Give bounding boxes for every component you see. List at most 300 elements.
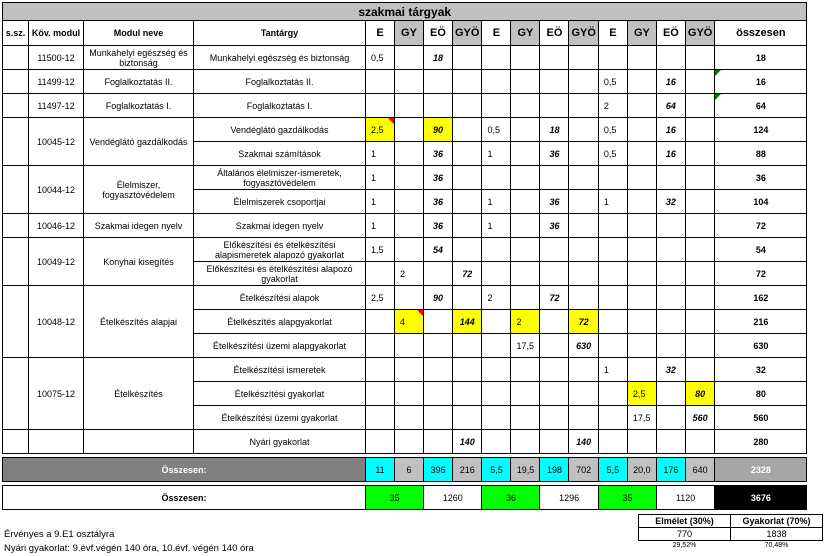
- hours-cell-y3-e: [598, 382, 627, 406]
- sum-cell-y1-e: 11: [366, 458, 395, 482]
- subject-name: Előkészítési és ételkészítési alapozó gyakorlat: [194, 262, 366, 286]
- hours-cell-y2-e: [482, 334, 511, 358]
- hours-cell-y3-e: [598, 214, 627, 238]
- hours-cell-y2-e: [482, 238, 511, 262]
- hours-cell-y2-gy: [511, 118, 540, 142]
- hours-cell-y1-eo: 90: [424, 286, 453, 310]
- ssz-cell: [3, 430, 29, 454]
- module-name: Vendéglátó gazdálkodás: [84, 118, 194, 166]
- hours-cell-y1-gy: [395, 190, 424, 214]
- header-ssz: s.sz.: [3, 21, 29, 46]
- hours-cell-y2-eo: [540, 238, 569, 262]
- hours-cell-y3-e: [598, 310, 627, 334]
- subject-name: Ételkészítés alapgyakorlat: [194, 310, 366, 334]
- hours-cell-y2-gy: [511, 94, 540, 118]
- table-row: [3, 94, 807, 118]
- hours-cell-y1-eo: [424, 94, 453, 118]
- sum-total: 2328: [715, 458, 807, 482]
- hours-cell-y1-gyo: 140: [453, 430, 482, 454]
- hours-cell-y1-gy: [395, 334, 424, 358]
- hours-cell-y3-gy: [627, 430, 656, 454]
- module-code: 10049-12: [29, 238, 84, 286]
- hours-cell-y2-e: 2: [482, 286, 511, 310]
- hours-cell-y1-gy: [395, 214, 424, 238]
- hours-cell-y2-gy: 17,5: [511, 334, 540, 358]
- header-gyo: GYÖ: [569, 21, 598, 46]
- table-row: [3, 70, 807, 94]
- hours-cell-y1-eo: 54: [424, 238, 453, 262]
- hours-cell-y1-eo: [424, 334, 453, 358]
- hours-cell-y2-e: [482, 262, 511, 286]
- hours-cell-y3-eo: 16: [656, 142, 685, 166]
- hours-cell-y3-e: [598, 406, 627, 430]
- hours-cell-y3-e: [598, 46, 627, 70]
- hours-cell-y2-e: [482, 94, 511, 118]
- note-summer: Nyári gyakorlat: 9.évf.végén 140 óra, 10.évf. végén 140 óra: [4, 543, 254, 554]
- hours-cell-y1-gyo: 72: [453, 262, 482, 286]
- hours-cell-y1-gy: [395, 358, 424, 382]
- hours-cell-y2-gy: [511, 358, 540, 382]
- row-total: 36: [715, 166, 807, 190]
- header-e: E: [366, 21, 395, 46]
- hours-cell-y2-eo: 36: [540, 142, 569, 166]
- hours-cell-y2-eo: [540, 262, 569, 286]
- hours-cell-y3-eo: 64: [656, 94, 685, 118]
- hours-cell-y2-gyo: [569, 118, 598, 142]
- hours-cell-y1-eo: [424, 430, 453, 454]
- hours-cell-y2-gyo: [569, 358, 598, 382]
- hours-cell-y2-e: 1: [482, 214, 511, 238]
- hours-cell-y1-gyo: [453, 238, 482, 262]
- hours-cell-y3-gyo: [685, 142, 714, 166]
- hours-cell-y1-gy: 4: [395, 310, 424, 334]
- module-name: Szakmai idegen nyelv: [84, 214, 194, 238]
- hours-cell-y2-eo: 72: [540, 286, 569, 310]
- hours-cell-y1-gyo: [453, 286, 482, 310]
- practice-pct: 70,48%: [764, 542, 789, 549]
- hours-cell-y2-gyo: [569, 166, 598, 190]
- hours-cell-y1-gy: [395, 166, 424, 190]
- hours-cell-y1-gy: [395, 118, 424, 142]
- hours-cell-y3-gyo: 80: [685, 382, 714, 406]
- hours-cell-y1-e: 2,5: [366, 118, 395, 142]
- header-gy: GY: [395, 21, 424, 46]
- sum-label: Összesen:: [3, 458, 366, 482]
- hours-cell-y2-gy: [511, 430, 540, 454]
- header-modul-neve: Modul neve: [84, 21, 194, 46]
- table-row: [3, 166, 807, 190]
- hours-cell-y1-eo: 36: [424, 166, 453, 190]
- hours-cell-y3-gyo: [685, 166, 714, 190]
- hours-cell-y2-eo: [540, 46, 569, 70]
- hours-cell-y1-eo: [424, 406, 453, 430]
- table-row: [3, 238, 807, 262]
- hours-cell-y1-e: [366, 382, 395, 406]
- hours-cell-y1-gyo: [453, 190, 482, 214]
- row-total: 16: [715, 70, 807, 94]
- hours-cell-y3-gyo: [685, 358, 714, 382]
- sum-cell-y1-gy: 6: [395, 458, 424, 482]
- hours-cell-y1-e: [366, 70, 395, 94]
- ssz-cell: [3, 46, 29, 70]
- hours-cell-y3-e: [598, 286, 627, 310]
- hours-cell-y1-gy: [395, 142, 424, 166]
- practice-label: Gyakorlat (70%): [731, 515, 823, 528]
- hours-cell-y3-gy: [627, 70, 656, 94]
- header-gy: GY: [511, 21, 540, 46]
- hours-cell-y3-eo: [656, 286, 685, 310]
- sum-cell-y3-gyo: 640: [685, 458, 714, 482]
- hours-cell-y2-e: 1: [482, 142, 511, 166]
- hours-cell-y3-e: 1: [598, 358, 627, 382]
- subject-name: Ételkészítési ismeretek: [194, 358, 366, 382]
- hours-cell-y3-gyo: [685, 334, 714, 358]
- hours-cell-y1-gyo: [453, 334, 482, 358]
- table-row: [3, 46, 807, 70]
- subject-name: Szakmai számítások: [194, 142, 366, 166]
- hours-cell-y2-e: [482, 46, 511, 70]
- ssz-cell: [3, 358, 29, 430]
- curriculum-table: [2, 2, 807, 510]
- hours-cell-y1-eo: 36: [424, 214, 453, 238]
- hours-cell-y2-gy: [511, 238, 540, 262]
- hours-cell-y3-gy: [627, 46, 656, 70]
- hours-cell-y2-eo: [540, 334, 569, 358]
- hours-cell-y2-gy: [511, 142, 540, 166]
- grand-total: 3676: [715, 486, 807, 510]
- hours-cell-y2-gyo: [569, 406, 598, 430]
- hours-cell-y3-e: [598, 238, 627, 262]
- hours-cell-y3-eo: [656, 214, 685, 238]
- total-label: Összesen:: [3, 486, 366, 510]
- hours-cell-y3-gy: [627, 238, 656, 262]
- hours-cell-y3-eo: 16: [656, 70, 685, 94]
- sum-cell-y3-gy: 20,0: [627, 458, 656, 482]
- hours-cell-y2-gyo: 630: [569, 334, 598, 358]
- hours-cell-y3-gyo: [685, 190, 714, 214]
- hours-cell-y1-eo: 18: [424, 46, 453, 70]
- hours-cell-y1-eo: 36: [424, 142, 453, 166]
- hours-cell-y1-e: [366, 334, 395, 358]
- row-total: 72: [715, 262, 807, 286]
- table-row: [3, 214, 807, 238]
- hours-cell-y1-e: [366, 262, 395, 286]
- hours-cell-y3-gy: [627, 286, 656, 310]
- sum-cell-y1-gyo: 216: [453, 458, 482, 482]
- module-name: Konyhai kisegítés: [84, 238, 194, 286]
- hours-cell-y3-e: [598, 166, 627, 190]
- hours-cell-y1-gyo: [453, 214, 482, 238]
- hours-cell-y1-gyo: [453, 358, 482, 382]
- subject-name: Ételkészítési üzemi gyakorlat: [194, 406, 366, 430]
- hours-cell-y2-eo: [540, 166, 569, 190]
- ratio-table: [638, 514, 823, 550]
- hours-cell-y2-e: 1: [482, 190, 511, 214]
- module-code: 11497-12: [29, 94, 84, 118]
- hours-cell-y1-gyo: [453, 166, 482, 190]
- table-row: [3, 118, 807, 142]
- module-code: 10048-12: [29, 286, 84, 358]
- subject-name: Előkészítési és ételkészítési alapismeretek alapozó gyakorlat: [194, 238, 366, 262]
- hours-cell-y2-gyo: [569, 142, 598, 166]
- table-row-summer: [3, 430, 807, 454]
- header-eo: EÖ: [540, 21, 569, 46]
- hours-cell-y2-e: [482, 358, 511, 382]
- row-total: 80: [715, 382, 807, 406]
- header-osszesen: összesen: [715, 21, 807, 46]
- module-name: Foglalkoztatás I.: [84, 94, 194, 118]
- module-name: Munkahelyi egészség és biztonság: [84, 46, 194, 70]
- hours-cell-y3-eo: [656, 46, 685, 70]
- hours-cell-y2-eo: 36: [540, 214, 569, 238]
- hours-cell-y1-gyo: [453, 406, 482, 430]
- hours-cell-y3-e: [598, 334, 627, 358]
- row-total: 64: [715, 94, 807, 118]
- module-code: 10046-12: [29, 214, 84, 238]
- hours-cell-y3-gyo: [685, 262, 714, 286]
- hours-cell-y1-e: [366, 94, 395, 118]
- hours-cell-y1-e: 1: [366, 214, 395, 238]
- annual-total-y2: 1296: [540, 486, 598, 510]
- hours-cell-y3-eo: 32: [656, 190, 685, 214]
- hours-cell-y1-e: 2,5: [366, 286, 395, 310]
- subject-name: Foglalkoztatás I.: [194, 94, 366, 118]
- module-name: Élelmiszer, fogyasztóvédelem: [84, 166, 194, 214]
- hours-cell-y3-eo: [656, 262, 685, 286]
- hours-cell-y3-eo: [656, 238, 685, 262]
- hours-cell-y1-eo: [424, 70, 453, 94]
- hours-cell-y3-gyo: [685, 430, 714, 454]
- sum-cell-y2-gyo: 702: [569, 458, 598, 482]
- hours-cell-y2-e: [482, 70, 511, 94]
- theory-pct: 29,52%: [672, 542, 697, 549]
- hours-cell-y2-gyo: [569, 70, 598, 94]
- hours-cell-y2-gy: [511, 262, 540, 286]
- hours-cell-y3-gyo: [685, 214, 714, 238]
- sum-cell-y1-eo: 396: [424, 458, 453, 482]
- hours-cell-y3-e: 0,5: [598, 70, 627, 94]
- sum-cell-y3-eo: 176: [656, 458, 685, 482]
- hours-cell-y3-gy: [627, 310, 656, 334]
- ssz-cell: [3, 286, 29, 358]
- row-total: 280: [715, 430, 807, 454]
- ssz-cell: [3, 118, 29, 166]
- hours-cell-y2-gyo: [569, 46, 598, 70]
- row-total: 104: [715, 190, 807, 214]
- hours-cell-y1-gyo: [453, 382, 482, 406]
- hours-cell-y2-gy: [511, 382, 540, 406]
- hours-cell-y2-eo: [540, 94, 569, 118]
- hours-cell-y2-gyo: [569, 238, 598, 262]
- annual-total-y3: 1120: [656, 486, 714, 510]
- hours-cell-y3-eo: [656, 334, 685, 358]
- hours-cell-y2-gyo: 140: [569, 430, 598, 454]
- hours-cell-y3-gy: [627, 166, 656, 190]
- ssz-cell: [3, 94, 29, 118]
- header-eo: EÖ: [424, 21, 453, 46]
- header-eo: EÖ: [656, 21, 685, 46]
- hours-cell-y2-gy: [511, 70, 540, 94]
- sum-cell-y2-eo: 198: [540, 458, 569, 482]
- hours-cell-y3-eo: [656, 406, 685, 430]
- hours-cell-y1-gyo: 144: [453, 310, 482, 334]
- hours-cell-y1-gyo: [453, 70, 482, 94]
- hours-cell-y2-gy: [511, 46, 540, 70]
- hours-cell-y1-gy: [395, 430, 424, 454]
- practice-hours: 1838: [731, 528, 823, 541]
- hours-cell-y3-gyo: [685, 310, 714, 334]
- subject-name: Vendéglátó gazdálkodás: [194, 118, 366, 142]
- header-e: E: [598, 21, 627, 46]
- hours-cell-y1-gy: [395, 382, 424, 406]
- row-total: 630: [715, 334, 807, 358]
- hours-cell-y2-eo: [540, 406, 569, 430]
- annual-total-y1: 1260: [424, 486, 482, 510]
- hours-cell-y1-gyo: [453, 142, 482, 166]
- hours-cell-y2-gy: [511, 214, 540, 238]
- sum-cell-y2-e: 5,5: [482, 458, 511, 482]
- hours-cell-y3-e: 1: [598, 190, 627, 214]
- row-total: 216: [715, 310, 807, 334]
- hours-cell-y1-gy: [395, 46, 424, 70]
- hours-cell-y1-e: 1: [366, 166, 395, 190]
- hours-cell-y2-gy: [511, 166, 540, 190]
- header-gy: GY: [627, 21, 656, 46]
- hours-cell-y3-eo: 32: [656, 358, 685, 382]
- hours-cell-y1-eo: [424, 310, 453, 334]
- hours-cell-y2-e: [482, 166, 511, 190]
- hours-cell-y1-gy: [395, 238, 424, 262]
- hours-cell-y3-gyo: [685, 94, 714, 118]
- hours-cell-y1-eo: 90: [424, 118, 453, 142]
- subject-name: Nyári gyakorlat: [194, 430, 366, 454]
- hours-cell-y3-eo: [656, 382, 685, 406]
- hours-cell-y1-e: [366, 358, 395, 382]
- hours-cell-y2-gy: [511, 286, 540, 310]
- ssz-cell: [3, 70, 29, 94]
- hours-cell-y1-eo: [424, 382, 453, 406]
- module-code: 11500-12: [29, 46, 84, 70]
- table-row: [3, 286, 807, 310]
- table-row: [3, 358, 807, 382]
- hours-cell-y3-gy: [627, 118, 656, 142]
- row-total: 72: [715, 214, 807, 238]
- sum-cell-y3-e: 5,5: [598, 458, 627, 482]
- hours-cell-y2-e: [482, 310, 511, 334]
- hours-cell-y3-gy: [627, 142, 656, 166]
- hours-cell-y2-gyo: [569, 382, 598, 406]
- hours-cell-y3-gy: [627, 190, 656, 214]
- hours-cell-y3-e: 2: [598, 94, 627, 118]
- hours-cell-y3-gyo: [685, 70, 714, 94]
- hours-cell-y3-e: 0,5: [598, 142, 627, 166]
- hours-cell-y1-gyo: [453, 118, 482, 142]
- hours-cell-y2-gyo: [569, 286, 598, 310]
- hours-cell-y3-e: [598, 430, 627, 454]
- module-code: 11499-12: [29, 70, 84, 94]
- hours-cell-y2-eo: [540, 310, 569, 334]
- module-name: Ételkészítés alapjai: [84, 286, 194, 358]
- hours-cell-y3-gy: 17,5: [627, 406, 656, 430]
- hours-cell-y2-gy: [511, 406, 540, 430]
- subject-name: Ételkészítési alapok: [194, 286, 366, 310]
- hours-cell-y1-e: 0,5: [366, 46, 395, 70]
- hours-cell-y1-gy: 2: [395, 262, 424, 286]
- row-total: 18: [715, 46, 807, 70]
- hours-cell-y2-gyo: [569, 262, 598, 286]
- header-tantargy: Tantárgy: [194, 21, 366, 46]
- row-total: 560: [715, 406, 807, 430]
- hours-cell-y2-e: [482, 406, 511, 430]
- hours-cell-y1-e: [366, 430, 395, 454]
- hours-cell-y2-eo: [540, 430, 569, 454]
- hours-cell-y3-eo: [656, 166, 685, 190]
- hours-cell-y3-eo: [656, 310, 685, 334]
- module-code: 10044-12: [29, 166, 84, 214]
- hours-cell-y1-e: [366, 406, 395, 430]
- hours-cell-y2-eo: [540, 358, 569, 382]
- hours-cell-y3-gy: [627, 358, 656, 382]
- hours-cell-y1-gyo: [453, 46, 482, 70]
- hours-cell-y1-gy: [395, 406, 424, 430]
- hours-cell-y1-e: 1,5: [366, 238, 395, 262]
- sum-cell-y2-gy: 19,5: [511, 458, 540, 482]
- hours-cell-y1-eo: [424, 262, 453, 286]
- ssz-cell: [3, 238, 29, 286]
- subject-name: Szakmai idegen nyelv: [194, 214, 366, 238]
- row-total: 54: [715, 238, 807, 262]
- hours-cell-y2-e: [482, 430, 511, 454]
- row-total: 124: [715, 118, 807, 142]
- hours-cell-y2-gyo: [569, 214, 598, 238]
- module-name: Ételkészítés: [84, 358, 194, 430]
- row-total: 88: [715, 142, 807, 166]
- weekly-total-y2: 36: [482, 486, 540, 510]
- module-code: 10075-12: [29, 358, 84, 430]
- total-row: [3, 486, 807, 510]
- hours-cell-y1-gyo: [453, 94, 482, 118]
- note-class: Érvényes a 9.E1 osztályra: [4, 529, 115, 540]
- hours-cell-y2-gyo: [569, 190, 598, 214]
- module-name: [84, 430, 194, 454]
- hours-cell-y2-gy: 2: [511, 310, 540, 334]
- ssz-cell: [3, 166, 29, 214]
- hours-cell-y2-eo: [540, 70, 569, 94]
- subject-name: Élelmiszerek csoportjai: [194, 190, 366, 214]
- hours-cell-y1-eo: 36: [424, 190, 453, 214]
- hours-cell-y3-gy: [627, 262, 656, 286]
- hours-cell-y3-gy: [627, 334, 656, 358]
- header-e: E: [482, 21, 511, 46]
- header-gyo: GYÖ: [453, 21, 482, 46]
- subject-name: Ételkészítési gyakorlat: [194, 382, 366, 406]
- hours-cell-y2-eo: 18: [540, 118, 569, 142]
- table-title: szakmai tárgyak: [3, 3, 807, 21]
- hours-cell-y3-gy: 2,5: [627, 382, 656, 406]
- hours-cell-y3-gyo: [685, 118, 714, 142]
- hours-cell-y1-gy: [395, 286, 424, 310]
- module-code: 10045-12: [29, 118, 84, 166]
- hours-cell-y3-gyo: 560: [685, 406, 714, 430]
- module-code: [29, 430, 84, 454]
- hours-cell-y2-e: [482, 382, 511, 406]
- sum-row: [3, 458, 807, 482]
- hours-cell-y2-eo: 36: [540, 190, 569, 214]
- hours-cell-y3-e: 0,5: [598, 118, 627, 142]
- subject-name: Foglalkoztatás II.: [194, 70, 366, 94]
- weekly-total-y1: 35: [366, 486, 424, 510]
- subject-name: Munkahelyi egészség és biztonság: [194, 46, 366, 70]
